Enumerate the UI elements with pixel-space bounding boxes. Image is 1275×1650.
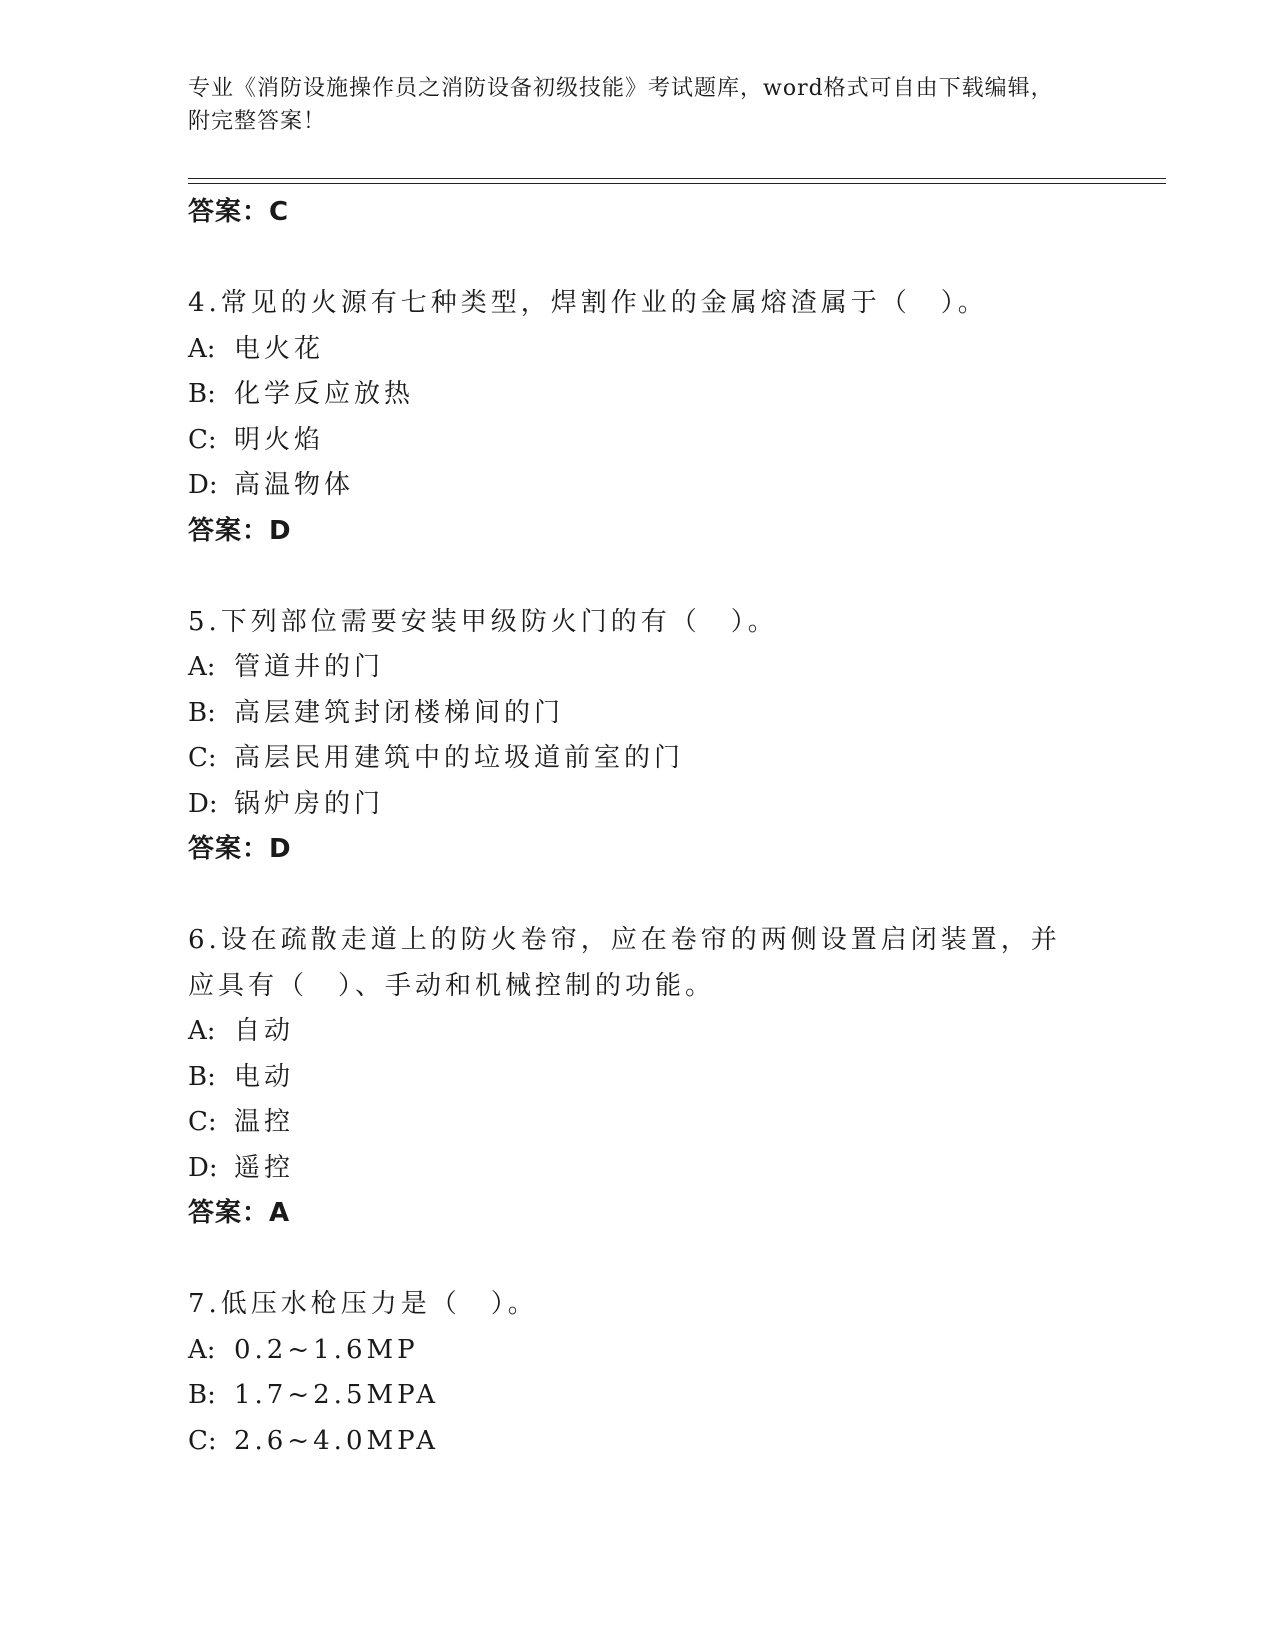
question-block <box>188 918 1088 1237</box>
document-header: 专业《消防设施操作员之消防设备初级技能》考试题库，word格式可自由下载编辑，附完整答案！ <box>188 76 1054 134</box>
option-text: 锅炉房的门 <box>234 788 385 819</box>
answer-line: 答案：C <box>188 197 290 227</box>
option-letter: C: <box>188 1107 217 1137</box>
option-letter: D: <box>188 788 218 819</box>
question-list <box>188 190 1088 1464</box>
option-letter: D: <box>188 1152 218 1183</box>
option-item <box>188 327 1088 373</box>
option-item <box>188 1100 1088 1146</box>
answer-line: 答案：D <box>188 515 292 546</box>
option-item <box>188 372 1088 418</box>
option-text: 高层建筑封闭楼梯间的门 <box>234 697 565 728</box>
option-item <box>188 736 1088 782</box>
option-letter: A: <box>188 1334 216 1365</box>
option-letter: B: <box>188 1061 216 1092</box>
header-rule-upper <box>188 178 1166 179</box>
question-stem: 7.低压水枪压力是（ ）。 <box>188 1289 538 1319</box>
question-block <box>188 600 1088 873</box>
option-text: 遥控 <box>234 1152 295 1183</box>
option-letter: A: <box>188 652 216 682</box>
option-letter: C: <box>188 743 217 773</box>
question-stem: 6.设在疏散走道上的防火卷帘，应在卷帘的两侧设置启闭装置，并应具有（ ）、手动和机械控制的功能。 <box>188 925 1061 1001</box>
option-text: 2.6~4.0MPA <box>234 1425 439 1456</box>
option-letter: C: <box>188 424 217 455</box>
question-block <box>188 281 1088 554</box>
option-text: 电火花 <box>234 333 325 364</box>
option-text: 高温物体 <box>234 470 355 500</box>
option-item <box>188 418 1088 464</box>
question-block <box>188 1282 1088 1464</box>
option-letter: A: <box>188 1016 216 1046</box>
option-item <box>188 1009 1088 1055</box>
option-text: 自动 <box>234 1016 295 1046</box>
answer-line: 答案：D <box>188 834 292 864</box>
option-item <box>188 1373 1088 1419</box>
option-letter: B: <box>188 697 216 728</box>
option-letter: A: <box>188 333 216 364</box>
option-text: 温控 <box>234 1107 295 1137</box>
option-text: 明火焰 <box>234 424 325 455</box>
option-text: 高层民用建筑中的垃圾道前室的门 <box>234 743 685 773</box>
option-item <box>188 1328 1088 1374</box>
header-rule-lower <box>188 183 1166 184</box>
answer-line: 答案：A <box>188 1198 291 1228</box>
option-item <box>188 463 1088 509</box>
option-item <box>188 1146 1088 1192</box>
option-letter: C: <box>188 1425 217 1456</box>
option-item <box>188 782 1088 828</box>
option-text: 管道井的门 <box>234 652 385 682</box>
option-text: 化学反应放热 <box>234 379 415 409</box>
question-stem: 4.常见的火源有七种类型，焊割作业的金属熔渣属于（ ）。 <box>188 288 988 318</box>
option-item <box>188 691 1088 737</box>
option-letter: B: <box>188 1380 216 1410</box>
option-item <box>188 1055 1088 1101</box>
option-letter: B: <box>188 379 216 409</box>
option-item <box>188 1419 1088 1465</box>
option-text: 0.2~1.6MP <box>234 1334 419 1365</box>
option-item <box>188 645 1088 691</box>
question-stem: 5.下列部位需要安装甲级防火门的有（ ）。 <box>188 606 778 637</box>
option-letter: D: <box>188 470 218 500</box>
option-text: 电动 <box>234 1061 295 1092</box>
option-text: 1.7~2.5MPA <box>234 1380 439 1410</box>
